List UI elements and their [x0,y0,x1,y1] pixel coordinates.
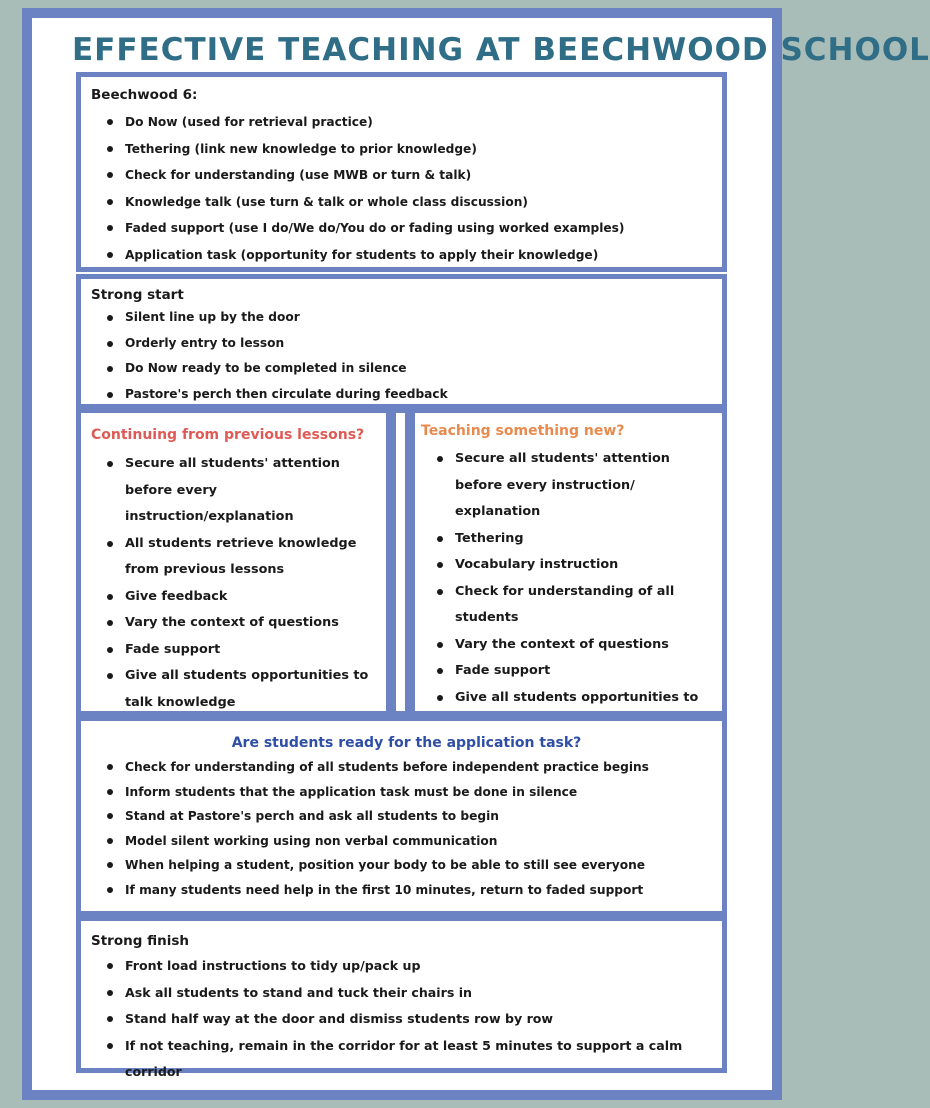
list-item: Pastore's perch then circulate during feedback [91,382,722,408]
beechwood-6-box [76,72,727,272]
list-item: Check for understanding of all students [421,579,716,632]
list-item: Do Now (used for retrieval practice) [91,109,722,136]
list-item: Give feedback [91,584,380,611]
list-item: Stand at Pastore's perch and ask all students to begin [91,804,722,829]
list-item: When helping a student, position your body to be able to still see everyone [91,853,722,878]
list-item: Check for understanding of all students before independent practice begins [91,755,722,780]
list-item: Front load instructions to tidy up/pack up [91,953,722,980]
list-item: Vary the context of questions [91,610,380,637]
application-task-box [76,716,727,916]
strong-start-box [76,274,727,409]
list-item: Give all students opportunities to [421,685,716,738]
strong-start-list [91,305,722,407]
strong-finish-box [76,916,727,1079]
list-item: If many students need help in the first 10 minutes, return to faded support [91,878,722,903]
list-item: Give all students opportunities to talk knowledge [91,663,380,716]
list-item: Vary the context of questions [421,632,716,659]
list-item: Fade support [91,637,380,664]
strong-start-heading: Strong start [91,287,184,303]
list-item: Tethering (link new knowledge to prior knowledge) [91,136,722,163]
teaching-new-list [421,446,716,738]
column-divider-inner [396,413,405,711]
application-task-heading: Are students ready for the application task? [231,735,582,751]
teaching-new-heading: Teaching something new? [421,423,625,439]
teaching-new-box [410,408,727,716]
strong-finish-heading: Strong finish [91,933,189,949]
list-item: Knowledge talk (use turn & talk or whole class discussion) [91,189,722,216]
list-item: Inform students that the application task must be done in silence [91,780,722,805]
list-item: Fade support [421,658,716,685]
continuing-box [76,408,391,716]
list-item: Stand half way at the door and dismiss students row by row [91,1006,722,1033]
list-item: Secure all students' attention before every instruction/explanation [91,451,380,531]
list-item: Faded support (use I do/We do/You do or fading using worked examples) [91,215,722,242]
application-task-list [91,755,722,902]
strong-finish-list [91,953,722,1086]
list-item: Secure all students' attention before every instruction/ explanation [421,446,716,526]
continuing-heading: Continuing from previous lessons? [91,427,365,443]
list-item: Orderly entry to lesson [91,331,722,357]
list-item: Silent line up by the door [91,305,722,331]
list-item: If not teaching, remain in the corridor for at least 5 minutes to support a calm corridor [91,1033,722,1086]
list-item: Do Now ready to be completed in silence [91,356,722,382]
list-item: All students retrieve knowledge from previous lessons [91,531,380,584]
poster-title: EFFECTIVE TEACHING AT BEECHWOOD SCHOOL [72,32,930,68]
list-item: Vocabulary instruction [421,552,716,579]
list-item: Application task (opportunity for students to apply their knowledge) [91,242,722,269]
list-item: Model silent working using non verbal communication [91,829,722,854]
beechwood-6-list [91,109,722,268]
list-item: Tethering [421,526,716,553]
continuing-list [91,451,380,716]
list-item: Check for understanding (use MWB or turn & talk) [91,162,722,189]
list-item: Ask all students to stand and tuck their chairs in [91,980,722,1007]
beechwood-6-heading: Beechwood 6: [91,87,198,103]
